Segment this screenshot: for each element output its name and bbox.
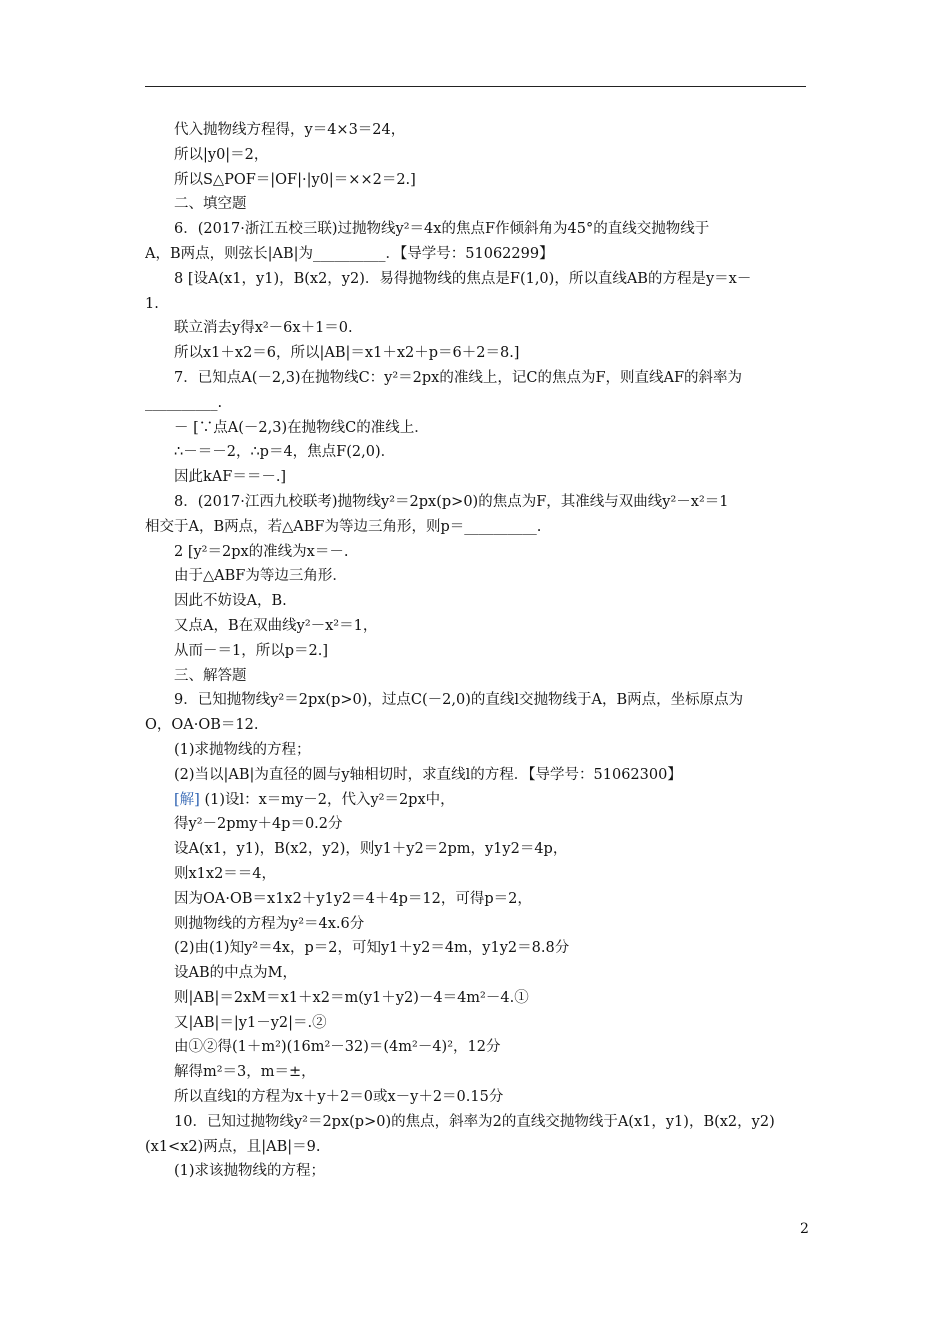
text-line [145, 192, 806, 217]
text-line [145, 540, 806, 565]
line-text: 则|AB|＝2xM＝x1＋x2＝m(y1＋y2)－4＝4m²－4.① [174, 989, 529, 1006]
text-line [145, 738, 806, 763]
text-line [145, 1035, 806, 1060]
text-line [145, 366, 806, 391]
line-text: O，OA·OB＝12. [145, 717, 259, 734]
line-text: (1)设l：x＝my－2，代入y²＝2px中， [204, 791, 455, 808]
text-line [145, 242, 806, 267]
line-text: 从而－＝1，所以p＝2.] [174, 642, 328, 659]
text-line [145, 688, 806, 713]
text-line [145, 986, 806, 1011]
line-text: 二、填空题 [174, 196, 247, 213]
line-text: (x1<x2)两点，且|AB|＝9. [145, 1138, 321, 1155]
text-line [145, 1159, 806, 1184]
text-line [145, 639, 806, 664]
text-line [145, 664, 806, 689]
text-line [145, 862, 806, 887]
text-line [145, 812, 806, 837]
text-line [145, 143, 806, 168]
line-text: (2)由(1)知y²＝4x，p＝2，可知y1＋y2＝4m，y1y2＝8.8分 [174, 940, 570, 957]
line-text: 则抛物线的方程为y²＝4x.6分 [174, 915, 365, 932]
text-line [145, 887, 806, 912]
text-line [145, 713, 806, 738]
line-text: 又|AB|＝|y1－y2|＝.② [174, 1014, 327, 1031]
line-text: 所以直线l的方程为x＋y＋2＝0或x－y＋2＝0.15分 [174, 1089, 504, 1106]
line-text: 2 [y²＝2px的准线为x＝－. [174, 543, 349, 560]
line-text: 解得m²＝3，m＝±， [174, 1064, 316, 1081]
text-line [145, 788, 806, 813]
text-line [145, 912, 806, 937]
text-line [145, 118, 806, 143]
text-line [145, 564, 806, 589]
line-text: 8．(2017·江西九校联考)抛物线y²＝2px(p>0)的焦点为F，其准线与双曲线y²－x²＝1 [174, 493, 729, 510]
line-text: 所以|y0|＝2， [174, 146, 269, 163]
line-text: 得y²－2pmy＋4p＝0.2分 [174, 816, 343, 833]
text-line [145, 316, 806, 341]
line-text: 由①②得(1＋m²)(16m²－32)＝(4m²－4)²，12分 [174, 1039, 501, 1056]
line-text: 6．(2017·浙江五校三联)过抛物线y²＝4x的焦点F作倾斜角为45°的直线交抛物线于 [174, 221, 710, 238]
line-text: __________. [145, 394, 223, 411]
text-line [145, 515, 806, 540]
line-text: 相交于A，B两点，若△ABF为等边三角形，则p＝__________. [145, 518, 542, 535]
text-line [145, 341, 806, 366]
text-line [145, 416, 806, 441]
text-line [145, 1135, 806, 1160]
line-text: 所以x1＋x2＝6，所以|AB|＝x1＋x2＋p＝6＋2＝8.] [174, 345, 520, 362]
text-line [145, 168, 806, 193]
line-text: 所以S△POF＝|OF|·|y0|＝××2＝2.] [174, 171, 416, 188]
line-text: － [∵点A(－2,3)在抛物线C的准线上． [174, 419, 429, 436]
text-line [145, 936, 806, 961]
line-text: 7．已知点A(－2,3)在抛物线C：y²＝2px的准线上，记C的焦点为F，则直线AF的斜率为 [174, 369, 743, 386]
text-line [145, 1110, 806, 1135]
text-line [145, 490, 806, 515]
solution-tag: [解] [174, 791, 200, 808]
line-text: 因此kAF＝＝－.] [174, 469, 287, 486]
text-line [145, 267, 806, 292]
text-line [145, 465, 806, 490]
text-line [145, 440, 806, 465]
text-line [145, 292, 806, 317]
header-rule [145, 86, 806, 87]
line-text: 8 [设A(x1，y1)，B(x2，y2)．易得抛物线的焦点是F(1,0)，所以直线AB的方程是y＝x－ [174, 270, 752, 287]
text-line [145, 1085, 806, 1110]
line-text: 则x1x2＝＝4， [174, 865, 277, 882]
line-text: 9．已知抛物线y²＝2px(p>0)，过点C(－2,0)的直线l交抛物线于A，B两点，坐标原点为 [174, 692, 744, 709]
line-text: 1. [145, 295, 159, 312]
text-line [145, 391, 806, 416]
text-line [145, 614, 806, 639]
line-text: 代入抛物线方程得，y＝4×3＝24， [174, 122, 406, 138]
line-text: 10．已知过抛物线y²＝2px(p>0)的焦点，斜率为2的直线交抛物线于A(x1，y1)，B(x2，y2) [174, 1113, 775, 1130]
text-line [145, 961, 806, 986]
line-text: 又点A，B在双曲线y²－x²＝1， [174, 617, 378, 634]
line-text: 由于△ABF为等边三角形． [174, 568, 347, 585]
text-line [145, 1060, 806, 1085]
line-text: ∴－＝－2，∴p＝4，焦点F(2,0)． [174, 444, 396, 461]
text-line [145, 763, 806, 788]
text-line [145, 589, 806, 614]
line-text: 三、解答题 [174, 667, 247, 684]
text-line [145, 1011, 806, 1036]
text-line [145, 837, 806, 862]
line-text: (1)求该抛物线的方程； [174, 1163, 326, 1180]
line-text: 联立消去y得x²－6x＋1＝0. [174, 320, 353, 337]
document-body [145, 118, 806, 1184]
line-text: 设AB的中点为M， [174, 965, 297, 982]
line-text: A，B两点，则弦长|AB|为__________．【导学号：51062299】 [145, 245, 554, 262]
line-text: (1)求抛物线的方程； [174, 741, 311, 758]
text-line [145, 217, 806, 242]
line-text: 因此不妨设A，B. [174, 593, 287, 610]
line-text: (2)当以|AB|为直径的圆与y轴相切时，求直线l的方程．【导学号：51062300】 [174, 766, 682, 783]
line-text: 因为OA·OB＝x1x2＋y1y2＝4＋4p＝12，可得p＝2， [174, 890, 532, 907]
page-number: 2 [800, 1221, 809, 1237]
line-text: 设A(x1，y1)，B(x2，y2)，则y1＋y2＝2pm，y1y2＝4p， [174, 841, 568, 858]
